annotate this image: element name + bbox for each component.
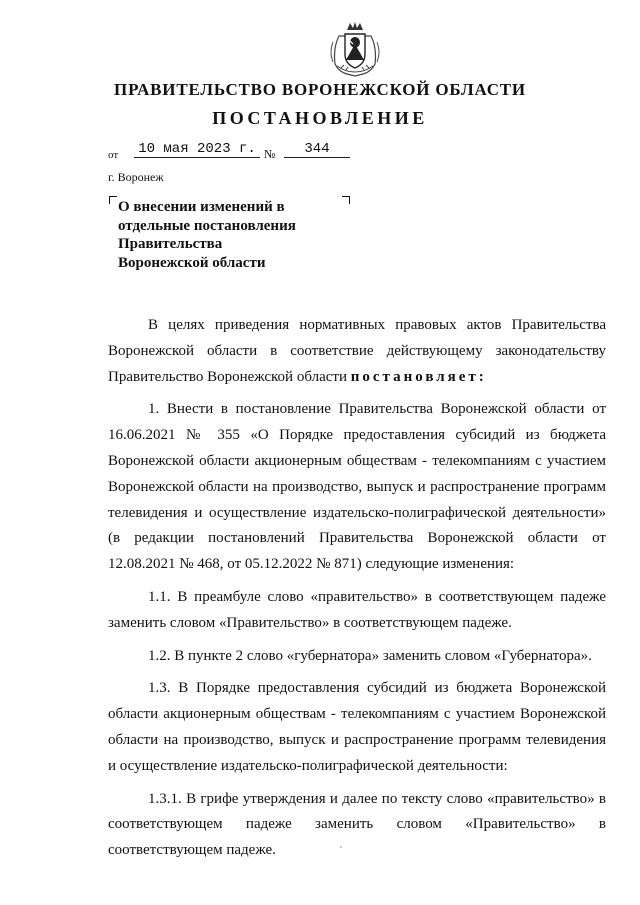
subject-line: Воронежской области	[118, 254, 266, 271]
document-number: 344	[284, 141, 350, 158]
paragraph-1: 1. Внести в постановление Правительства Воронежской области от 16.06.2021 № 355 «О Порядке предоставления субсидий из бюджета Воронежской области акционерным обществам - телекомпаниям с участием Воронежской области на производство, выпуск и распространение программ телевидения и осуществление издательско-полиграфической деятельности» (в редакции постановлений Правительства Воронежской области от 12.08.2021 № 468, от 05.12.2022 № 871) следующие изменения:	[108, 401, 606, 573]
subject-corner-left	[109, 196, 117, 204]
scan-speck	[340, 846, 342, 848]
subject-corner-right	[342, 196, 350, 204]
subject-line: О внесении изменений в	[118, 199, 285, 215]
paragraph-1-3: 1.3. В Порядке предоставления субсидий из бюджета Воронежской области акционерным обществам - телекомпаниям с участием Воронежской области на производство, выпуск и распространение программ телевидения и осуществление издательско-полиграфической деятельности:	[108, 680, 606, 774]
city: г. Воронеж	[108, 170, 164, 184]
intro-paragraph	[108, 313, 606, 390]
paragraph-1-2: 1.2. В пункте 2 слово «губернатора» заменить словом «Губернатора».	[148, 647, 592, 664]
document-body	[108, 313, 606, 864]
document-type: ПОСТАНОВЛЕНИЕ	[212, 108, 428, 128]
subject-line: Правительства	[118, 236, 223, 252]
subject-line: отдельные постановления	[118, 217, 296, 234]
organization-title: ПРАВИТЕЛЬСТВО ВОРОНЕЖСКОЙ ОБЛАСТИ	[114, 80, 526, 99]
document-subject	[118, 198, 296, 272]
intro-text: В целях приведения нормативных правовых актов Правительства Воронежской области в соответствие действующему законодательству Правительство Воронежской области	[108, 317, 606, 385]
paragraph-1-1: 1.1. В преамбуле слово «правительство» в соответствующем падеже заменить словом «Правительство» в соответствующем падеже.	[108, 588, 606, 631]
paragraph-1-3-1: 1.3.1. В грифе утверждения и далее по тексту слово «правительство» в соответствующем падеже заменить словом «Правительство» в соответствующем падеже.	[108, 790, 606, 859]
decree-word: постановляет:	[350, 368, 487, 385]
date-prefix: от	[108, 149, 119, 161]
number-prefix: №	[264, 147, 276, 161]
coat-of-arms-icon	[325, 20, 385, 78]
date-number-line	[108, 143, 368, 163]
document-date: 10 мая 2023 г.	[134, 141, 260, 158]
